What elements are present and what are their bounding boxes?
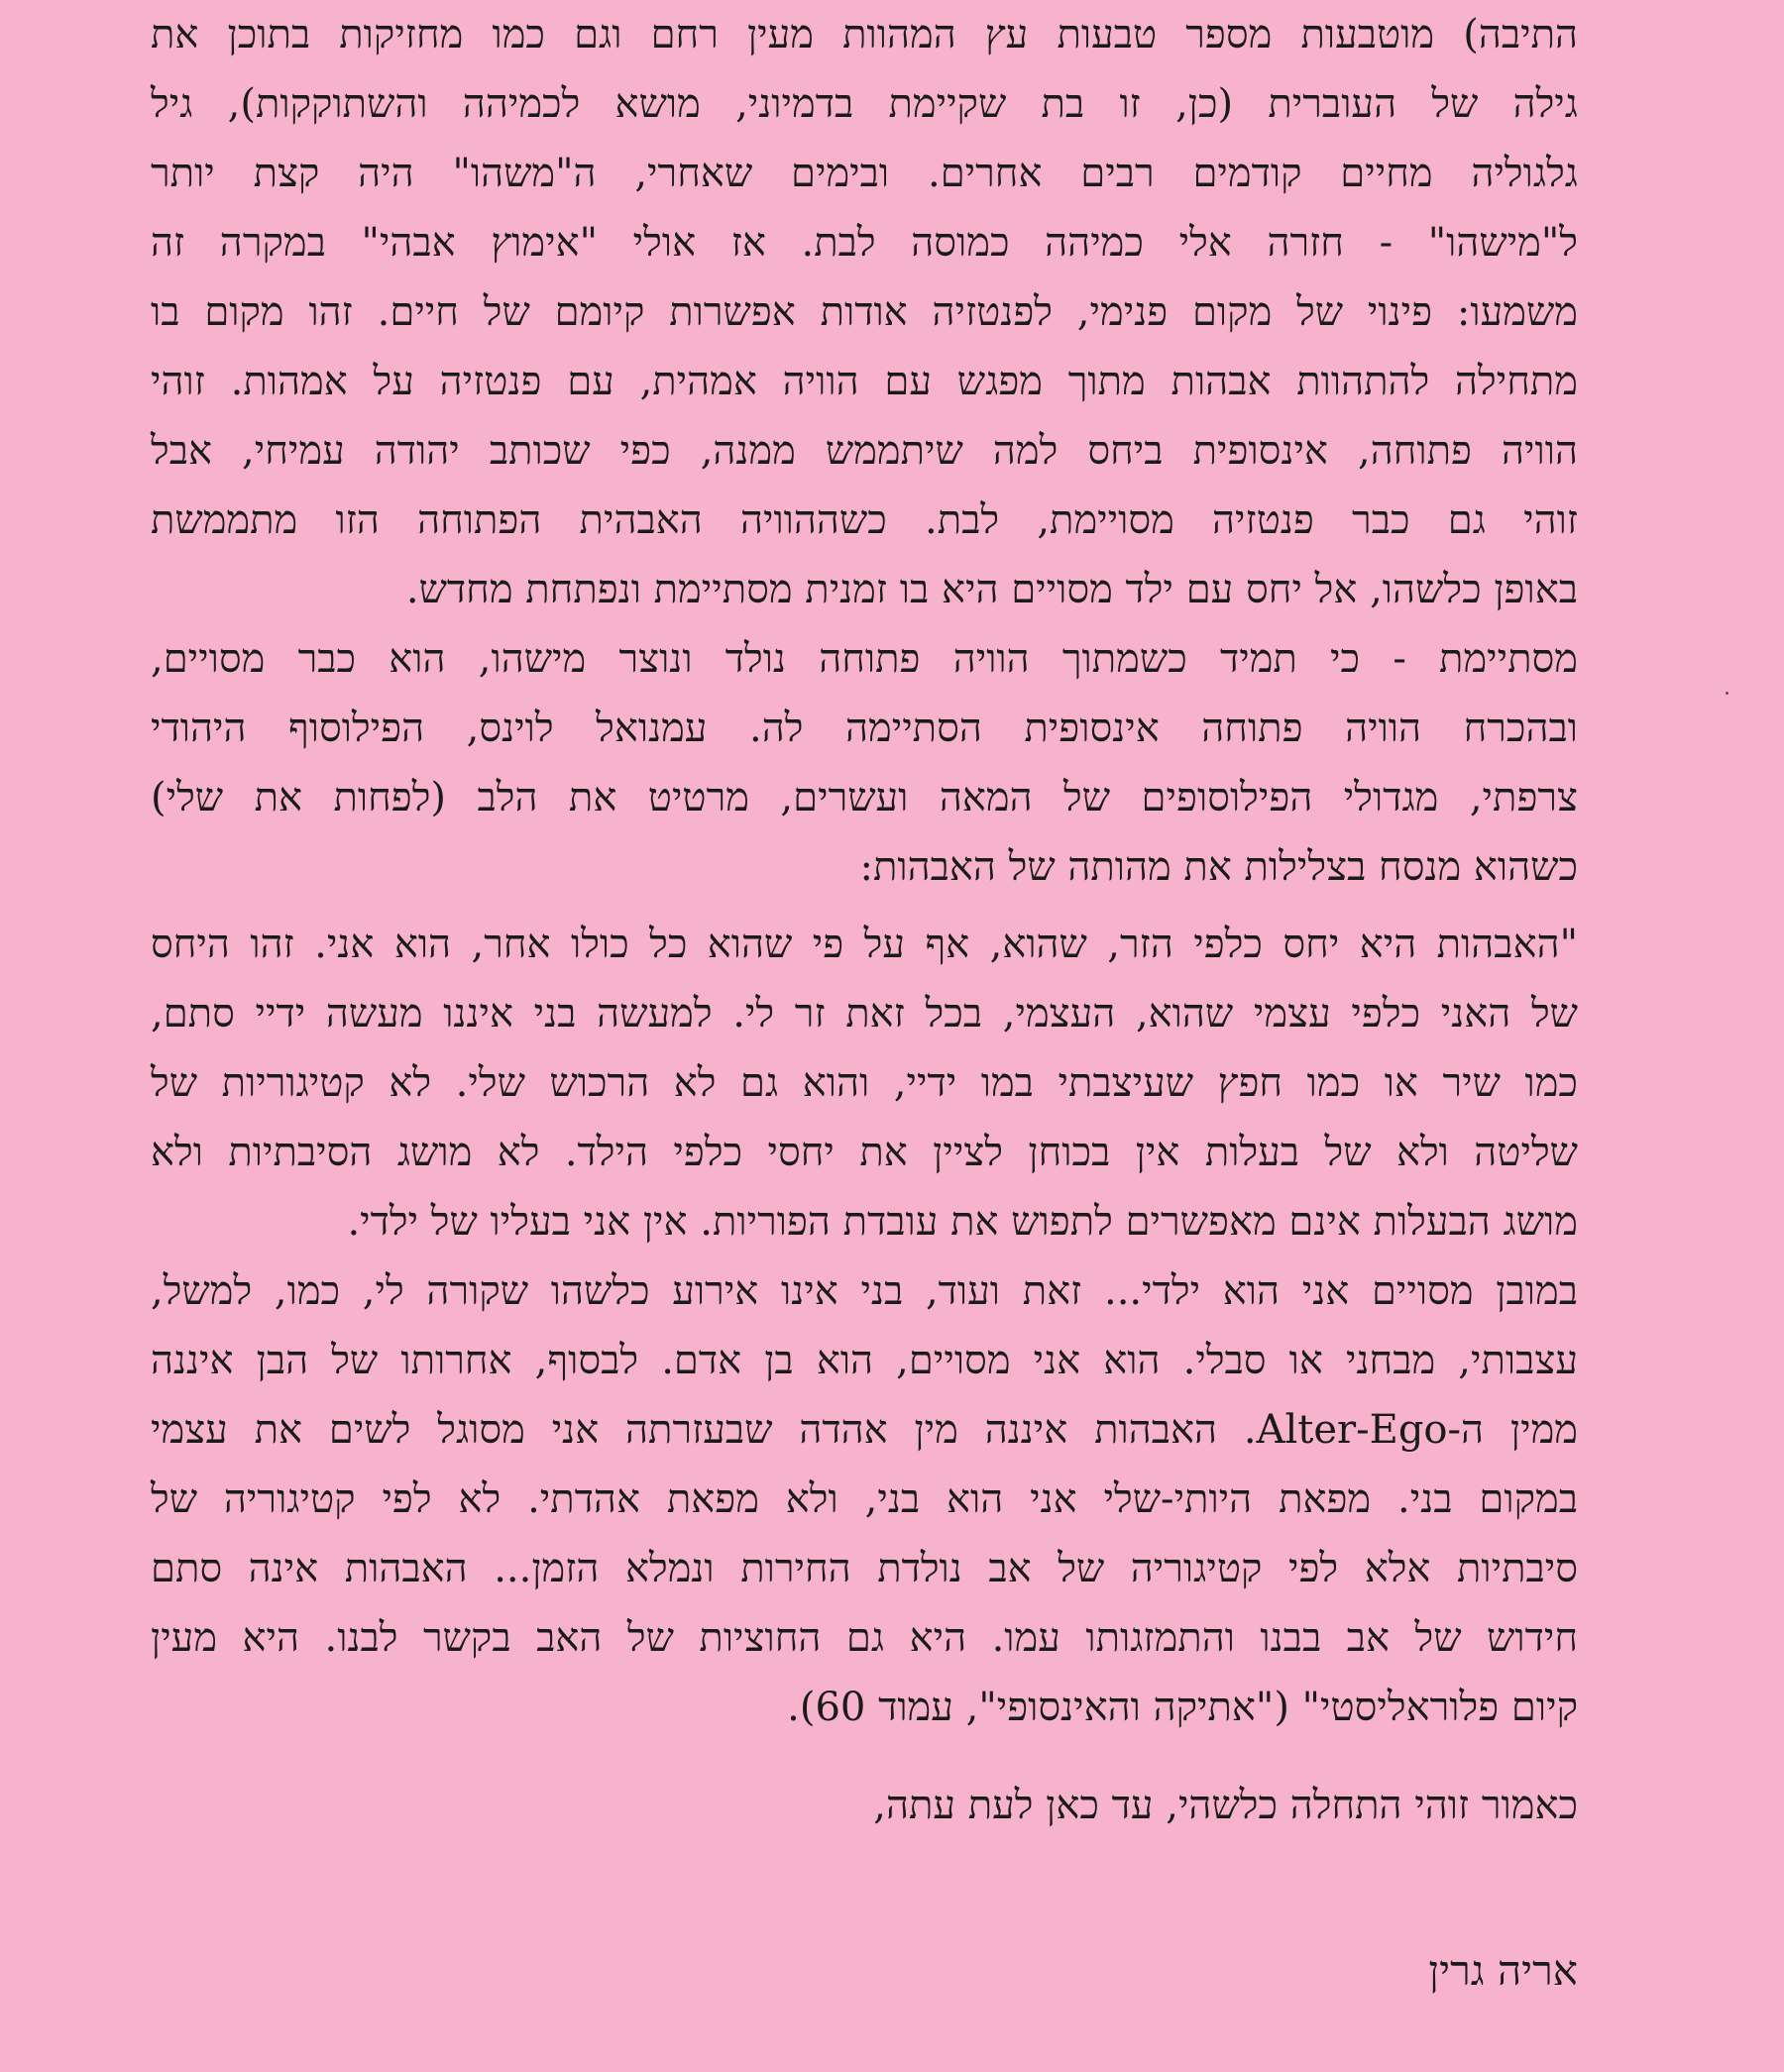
- text-line: ל"מישהו" - חזרה אלי כמיהה כמוסה לבת. אז אולי "אימוץ אבהי" במקרה זה: [151, 220, 1578, 266]
- quote-line: במובן מסויים אני הוא ילדי... זאת ועוד, בני אינו אירוע כלשהו שקורה לי, כמו, למשל,: [151, 1268, 1578, 1314]
- text-line: כשהוא מנסח בצלילות את מהותה של האבהות:: [859, 844, 1578, 890]
- text-line: באופן כלשהו, אל יחס עם ילד מסויים היא בו זמנית מסתיימת ונפתחת מחדש.: [405, 567, 1578, 612]
- quote-line: מושג הבעלות אינם מאפשרים לתפוש את עובדת הפוריות. אין אני בעליו של ילדי.: [347, 1199, 1578, 1245]
- quote-line: "האבהות היא יחס כלפי הזר, שהוא, אף על פי שהוא כל כולו אחר, הוא אני. זהו היחס: [151, 922, 1578, 967]
- quote-line: ממין ה-Alter-Ego. האבהות איננה מין אהדה שבעזרתה אני מסוגל לשים את עצמי: [151, 1407, 1578, 1453]
- author-signature: אריה גרין: [1428, 1946, 1578, 1995]
- quote-line: חידוש של אב בבנו והתמזגותו עמו. היא גם החוציות של האב בקשר לבנו. היא מעין: [151, 1615, 1578, 1661]
- text-line: משמעו: פינוי של מקום פנימי, לפנטזיה אודות אפשרות קיומם של חיים. זהו מקום בו: [151, 289, 1578, 335]
- quote-line: במקום בני. מפאת היותי-שלי אני הוא בני, ולא מפאת אהדתי. לא לפי קטיגוריה של: [151, 1476, 1578, 1522]
- quote-line: עצבותי, מבחני או סבלי. הוא אני מסויים, הוא בן אדם. לבסוף, אחרותו של הבן איננה: [151, 1338, 1578, 1383]
- quote-line: כמו שיר או כמו חפץ שעיצבתי במו ידיי, והוא גם לא הרכוש שלי. לא קטיגוריות של: [151, 1060, 1578, 1106]
- paragraph-intro: [151, 0, 1578, 902]
- text-line: מתחילה להתהוות אבהות מתוך מפגש עם הוויה אמהית, עם פנטזיה על אמהות. זוהי: [151, 359, 1578, 404]
- text-line: גלגוליה מחיים קודמים רבים אחרים. ובימים שאחרי, ה"משהו" היה קצת יותר: [151, 151, 1578, 196]
- scan-speck: [1726, 692, 1728, 695]
- paragraph-closing: [151, 1771, 1578, 1840]
- text-line: זוהי גם כבר פנטזיה מסויימת, לבת. כשההוויה האבהית הפתוחה הזו מתממשת: [151, 497, 1578, 543]
- text-line: התיבה) מוטבעות מספר טבעות עץ המהוות מעין רחם וגם כמו מחזיקות בתוכן את: [151, 12, 1578, 57]
- quote-line: שליטה ולא של בעלות אין בכוחן לציין את יחסי כלפי הילד. לא מושג הסיבתיות ולא: [151, 1130, 1578, 1175]
- text-line: כאמור זוהי התחלה כלשהי, עד כאן לעת עתה,: [873, 1783, 1578, 1828]
- quote-line: קיום פלוראליסטי" ("אתיקה והאינסופי", עמוד 60).: [787, 1685, 1578, 1730]
- text-line: מסתיימת - כי תמיד כשמתוך הוויה פתוחה נולד ונוצר מישהו, הוא כבר מסויים,: [151, 636, 1578, 682]
- paragraph-quote: [151, 910, 1578, 1742]
- text-line: צרפתי, מגדולי הפילוסופים של המאה ועשרים, מרטיט את הלב (לפחות את שלי): [151, 775, 1579, 820]
- text-line: ובהכרח הוויה פתוחה אינסופית הסתיימה לה. עמנואל לוינס, הפילוסוף היהודי: [151, 706, 1578, 751]
- text-line: גילה של העוברית (כן, זו בת שקיימת בדמיוני, מושא לכמיהה והשתוקקות), גיל: [151, 81, 1578, 127]
- quote-line: של האני כלפי עצמי שהוא, העצמי, בכל זאת זר לי. למעשה בני איננו מעשה ידיי סתם,: [151, 991, 1578, 1036]
- quote-line: סיבתיות אלא לפי קטיגוריה של אב נולדת החירות ונמלא הזמן... האבהות אינה סתם: [151, 1546, 1578, 1591]
- text-line: הוויה פתוחה, אינסופית ביחס למה שיתממש ממנה, כפי שכותב יהודה עמיחי, אבל: [151, 428, 1578, 474]
